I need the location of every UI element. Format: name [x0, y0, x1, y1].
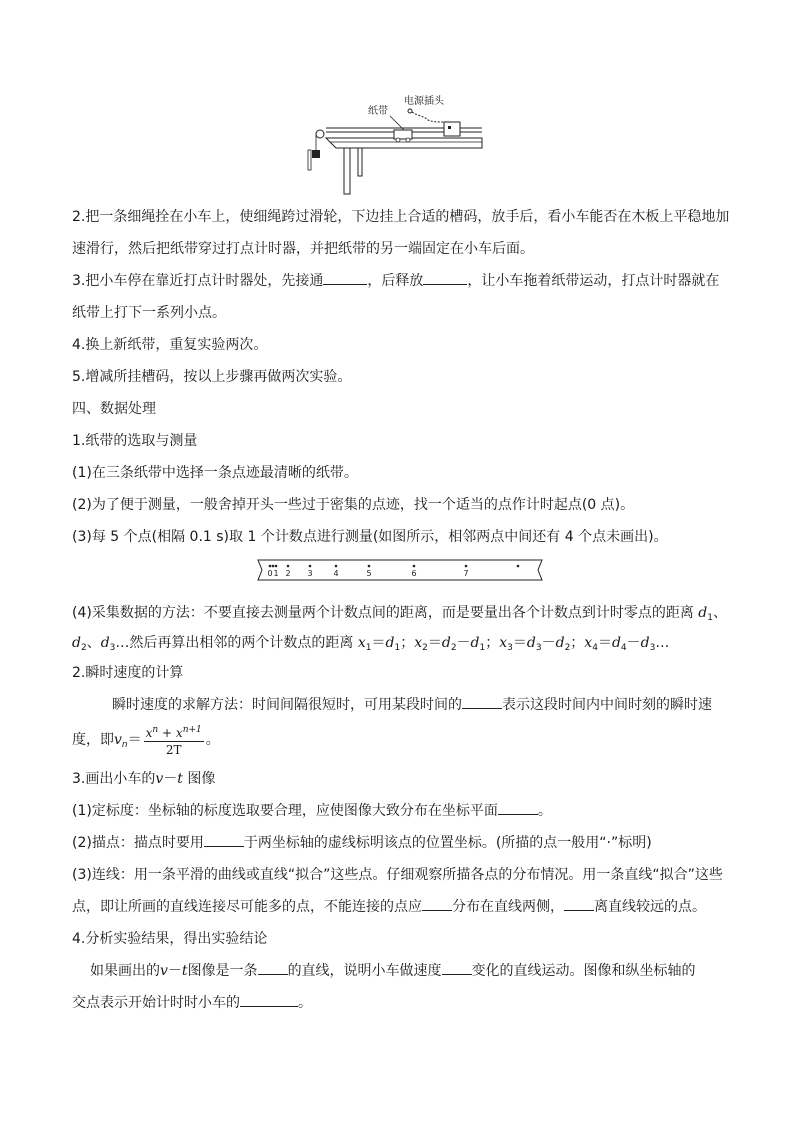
- sub4-p2: [72, 992, 734, 1014]
- tape-dot: [287, 565, 290, 568]
- fill-blank[interactable]: [422, 896, 452, 911]
- sub1-p4-text-a: (4)采集数据的方法：不要直接去测量两个计数点间的距离，而是要量出各个计数点到计时零点的距离: [72, 605, 694, 621]
- fill-blank[interactable]: [258, 960, 288, 975]
- step3-line1: [72, 270, 734, 292]
- fill-blank[interactable]: [240, 992, 298, 1007]
- tape-dot: [272, 565, 275, 568]
- tape-dot: [309, 565, 312, 568]
- sub1-p3: (3)每 5 个点(相隔 0.1 s)取 1 个计数点进行测量(如图所示，相邻两点中间还有 4 个点未画出)。: [72, 529, 668, 545]
- sub4-p1-c: 的直线，说明小车做速度: [287, 963, 442, 979]
- tape-dot: [517, 565, 520, 568]
- tape-dot: [275, 565, 278, 568]
- plug-label: 电源插头: [404, 96, 444, 107]
- step2-line2: 速滑行，然后把纸带穿过打点计时器，并把纸带的另一端固定在小车后面。: [72, 241, 534, 257]
- sub3-p3-c: 离直线较远的点。: [594, 899, 706, 915]
- step3-text-b: ，后释放: [367, 273, 424, 289]
- fill-blank[interactable]: [564, 896, 594, 911]
- sub2-text-a: 瞬时速度的求解方法：时间间隔很短时，可用某段时间的: [112, 697, 462, 713]
- tape-label: 4: [333, 569, 339, 578]
- tape-dot: [269, 565, 272, 568]
- velocity-fraction: $\frac{x^n + x^{n+1}}{2T}$: [144, 722, 204, 758]
- fill-blank[interactable]: [323, 270, 367, 285]
- sub3-p2: [72, 832, 734, 854]
- sub2-p1: [112, 694, 734, 716]
- tape-label: 1: [273, 569, 279, 578]
- sub1-p4-line1: (4)采集数据的方法：不要直接去测量两个计数点间的距离，而是要量出各个计数点到计时零点的距离 $d_1$、: [72, 605, 727, 623]
- sub1-p2: (2)为了便于测量，一般舍掉开头一些过于密集的点迹，找一个适当的点作计时起点(0 点)。: [72, 497, 635, 513]
- step5: 5.增减所挂槽码，按以上步骤再做两次实验。: [72, 369, 352, 385]
- sub4-p2-a: 交点表示开始计时时小车的: [72, 995, 240, 1011]
- sub4-p2-b: 。: [298, 995, 312, 1011]
- fill-blank[interactable]: [204, 832, 244, 847]
- tape-dot: [413, 565, 416, 568]
- sub4-title: 4.分析实验结果，得出实验结论: [72, 931, 268, 947]
- apparatus-figure: [300, 92, 490, 198]
- tape-label: 2: [285, 569, 291, 578]
- sub1-p4-line2: $d_2$、$d_3\dots$然后再算出相邻的两个计数点的距离 $x_1=d_1$；$x_2=d_2-d_1$；$x_3=d_3-d_2$；$x_4=d_4-d_3\dots$: [72, 635, 670, 653]
- tape-label: 6: [411, 569, 417, 578]
- sub3-p3-line1: (3)连线：用一条平滑的曲线或直线“拟合”这些点。仔细观察所描各点的分布情况。用一条直线“拟合”这些: [72, 867, 723, 883]
- sub3-p2-a: (2)描点：描点时要用: [72, 835, 204, 851]
- sub3-p1-a: (1)定标度：坐标轴的标度选取要合理，应使图像大致分布在坐标平面: [72, 803, 498, 819]
- step3-line2: 纸带上打下一系列小点。: [72, 305, 226, 321]
- sub1-title: 1.纸带的选取与测量: [72, 433, 198, 449]
- sub3-p1: [72, 800, 734, 822]
- sub2-p2: 度，即$v_n=$ $\frac{x^n + x^{n+1}}{2T}$ 。: [72, 722, 734, 763]
- sub3-title-a: 3.画出小车的: [72, 771, 156, 787]
- sub4-p1-a: 如果画出的: [90, 963, 160, 979]
- tape-label: 纸带: [368, 106, 388, 117]
- sub1-p1: (1)在三条纸带中选择一条点迹最清晰的纸带。: [72, 465, 358, 481]
- tape-label: 5: [366, 569, 372, 578]
- sub3-title: 3.画出小车的v－t 图像: [72, 771, 216, 787]
- sub2-end: 。: [205, 732, 220, 748]
- step3-text-a: 3.把小车停在靠近打点计时器处，先接通: [72, 273, 324, 289]
- sub1-p4-text-b: …然后再算出相邻的两个计数点的距离: [115, 635, 354, 651]
- sub3-title-b: 图像: [187, 771, 216, 787]
- fill-blank[interactable]: [498, 800, 538, 815]
- section-heading-data-processing: 四、数据处理: [72, 401, 156, 417]
- tape-dot: [368, 565, 371, 568]
- tape-label: 7: [463, 569, 469, 578]
- sub2-text-c: 度，即: [72, 732, 114, 748]
- fill-blank[interactable]: [462, 694, 502, 709]
- tape-label: 3: [307, 569, 313, 578]
- step4: 4.换上新纸带，重复实验两次。: [72, 337, 268, 353]
- sub3-p2-b: 于两坐标轴的虚线标明该点的位置坐标。(所描的点一般用“·”标明): [243, 835, 652, 851]
- tape-dot: [465, 565, 468, 568]
- sub3-p3-line2: [72, 896, 734, 918]
- step3-text-c: ，让小车拖着纸带运动，打点计时器就在: [467, 273, 720, 289]
- sub2-text-b: 表示这段时间内中间时刻的瞬时速: [502, 697, 712, 713]
- fill-blank[interactable]: [423, 270, 467, 285]
- sub2-title: 2.瞬时速度的计算: [72, 665, 184, 681]
- paper-tape-figure: [256, 556, 546, 584]
- sub4-p1-d: 变化的直线运动。图像和纵坐标轴的: [471, 963, 696, 979]
- sub3-p1-b: 。: [537, 803, 552, 819]
- sub3-p3-b: 分布在直线两侧，: [452, 899, 564, 915]
- sub4-p1-b: 图像是一条: [187, 963, 258, 979]
- tape-label: 0: [267, 569, 273, 578]
- step2-line1: 2.把一条细绳拴在小车上，使细绳跨过滑轮，下边挂上合适的槽码，放手后，看小车能否在木板上平稳地加: [72, 209, 730, 225]
- fill-blank[interactable]: [442, 960, 472, 975]
- tape-dot: [335, 565, 338, 568]
- sub3-p3-a: 点，即让所画的直线连接尽可能多的点，不能连接的点应: [72, 899, 422, 915]
- sub4-p1: 如果画出的v－t图像是一条 的直线，说明小车做速度 变化的直线运动。图像和纵坐标轴的: [90, 960, 734, 982]
